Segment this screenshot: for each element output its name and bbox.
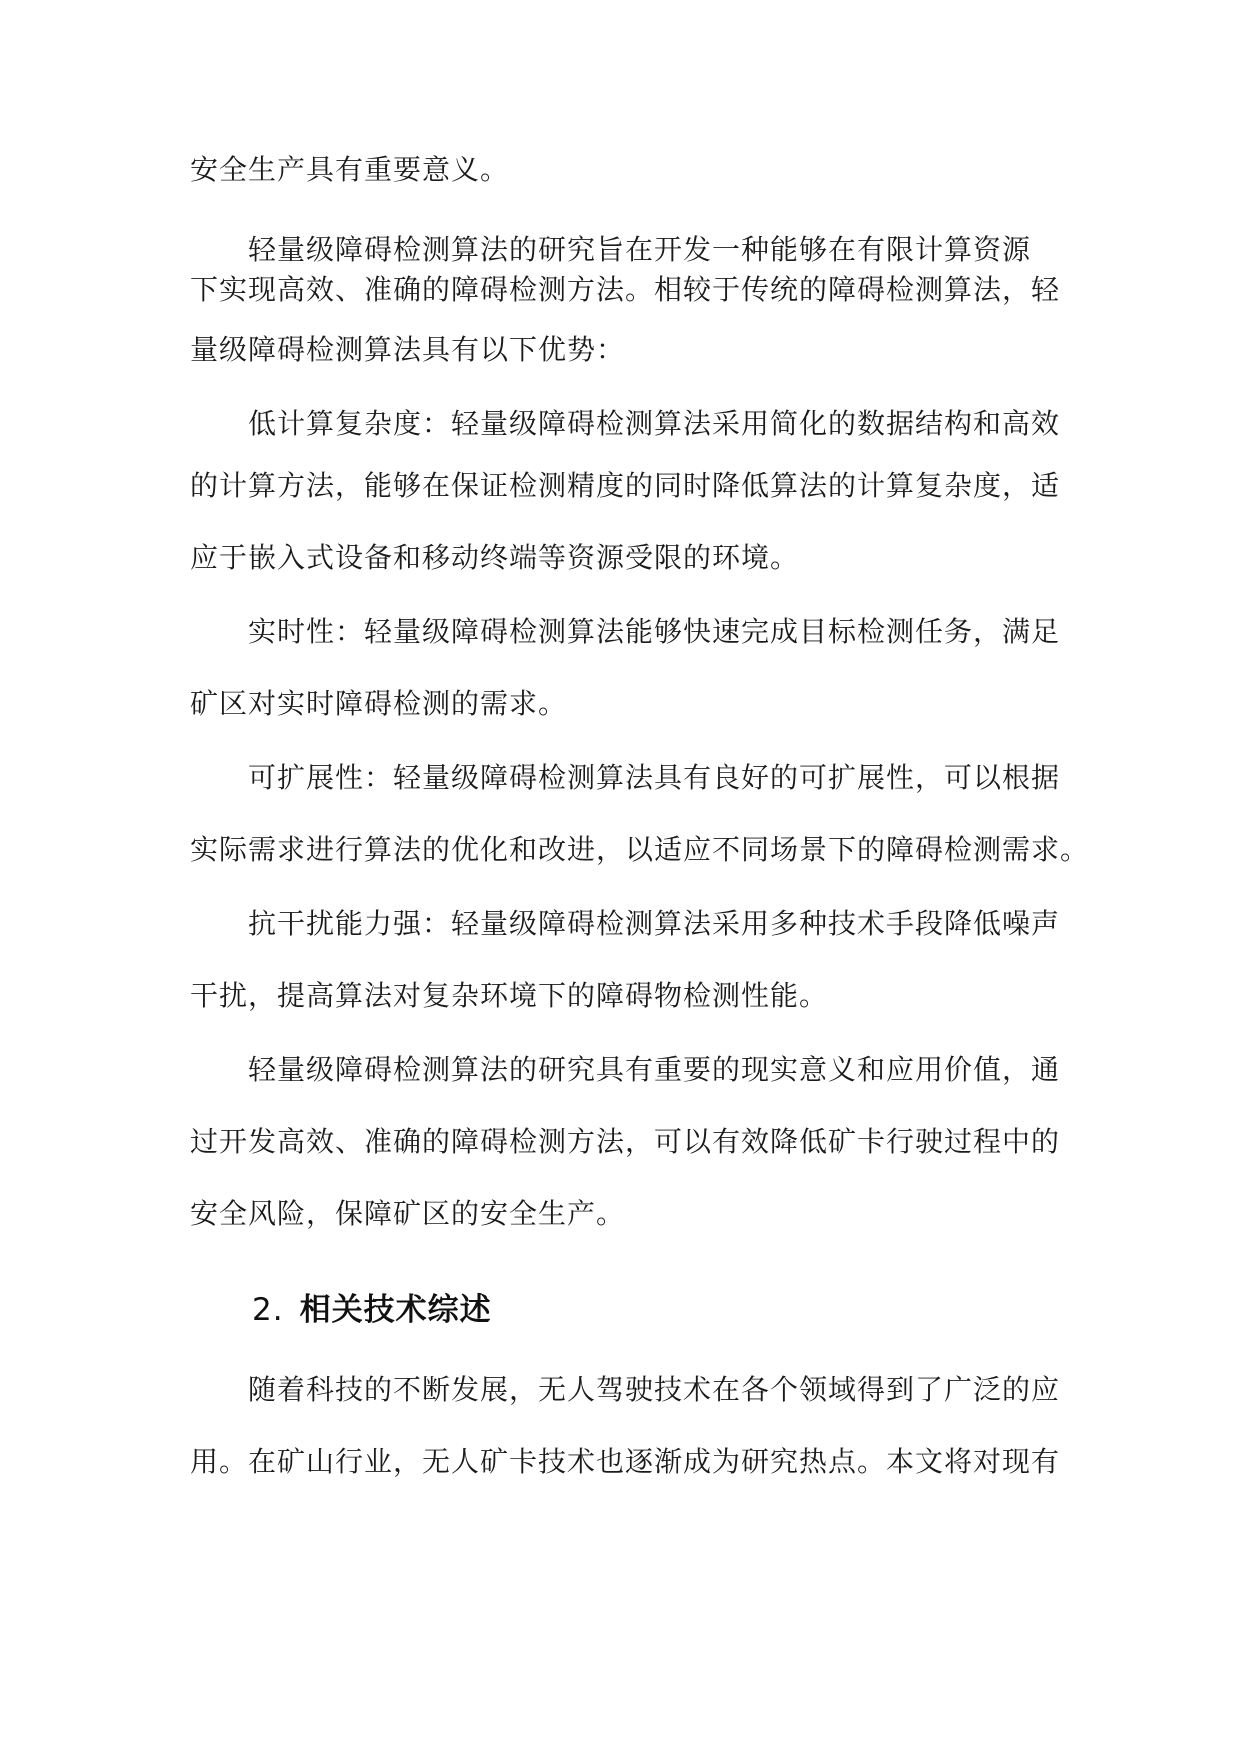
paragraph-start-line: 可扩展性：轻量级障碍检测算法具有良好的可扩展性，可以根据: [248, 761, 1061, 794]
text-line: 安全生产具有重要意义。: [190, 153, 510, 186]
text-line: 矿区对实时障碍检测的需求。: [190, 687, 568, 720]
section-number: 2.: [252, 1292, 284, 1328]
section-title: 相关技术综述: [299, 1292, 492, 1328]
paragraph-start-line: 轻量级障碍检测算法的研究旨在开发一种能够在有限计算资源: [248, 233, 1032, 266]
text-line: 的计算方法，能够在保证检测精度的同时降低算法的计算复杂度，适: [190, 469, 1061, 502]
paragraph-start-line: 抗干扰能力强：轻量级障碍检测算法采用多种技术手段降低噪声: [248, 907, 1061, 940]
text-line: 量级障碍检测算法具有以下优势：: [190, 333, 626, 366]
text-line: 过开发高效、准确的障碍检测方法，可以有效降低矿卡行驶过程中的: [190, 1125, 1061, 1158]
paragraph-start-line: 轻量级障碍检测算法的研究具有重要的现实意义和应用价值，通: [248, 1053, 1061, 1086]
text-line: 用。在矿山行业，无人矿卡技术也逐渐成为研究热点。本文将对现有: [190, 1445, 1061, 1478]
paragraph-start-line: 实时性：轻量级障碍检测算法能够快速完成目标检测任务，满足: [248, 615, 1061, 648]
text-line: 实际需求进行算法的优化和改进，以适应不同场景下的障碍检测需求。: [190, 833, 1090, 866]
section-heading: [252, 1288, 492, 1332]
text-line: 下实现高效、准确的障碍检测方法。相较于传统的障碍检测算法，轻: [190, 273, 1061, 306]
text-line: 干扰，提高算法对复杂环境下的障碍物检测性能。: [190, 979, 829, 1012]
text-line: 安全风险，保障矿区的安全生产。: [190, 1197, 626, 1230]
text-line: 应于嵌入式设备和移动终端等资源受限的环境。: [190, 541, 800, 574]
paragraph-start-line: 低计算复杂度：轻量级障碍检测算法采用简化的数据结构和高效: [248, 407, 1061, 440]
paragraph-start-line: 随着科技的不断发展，无人驾驶技术在各个领域得到了广泛的应: [248, 1373, 1061, 1406]
